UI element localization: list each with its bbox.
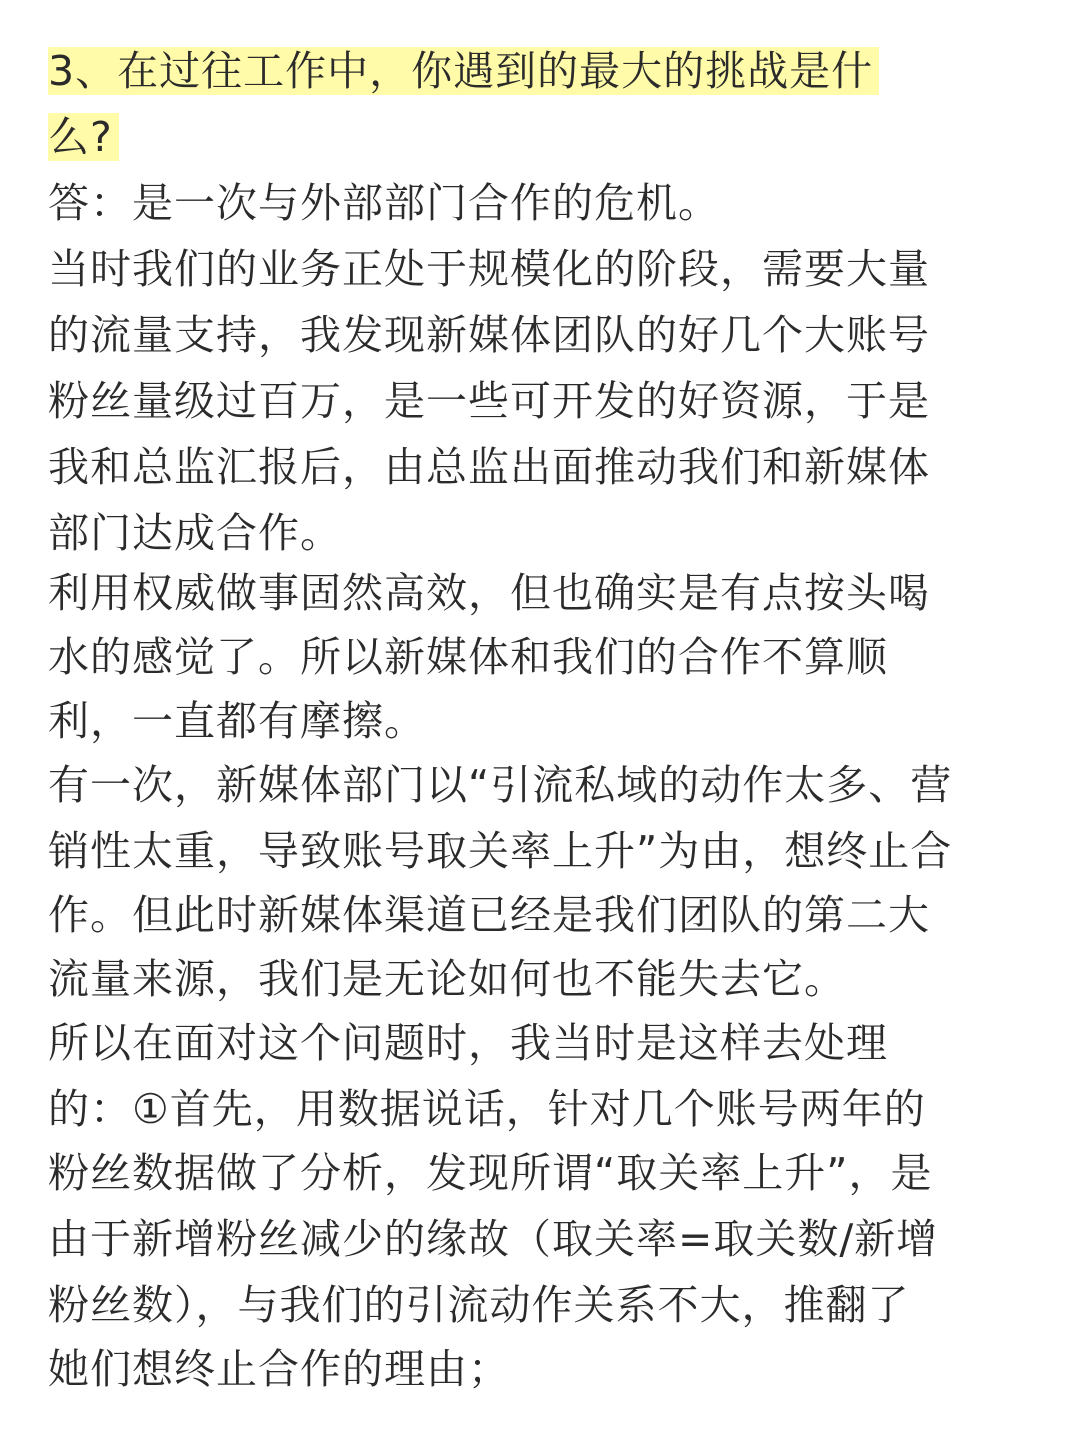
answer-line-14: 所以在面对这个问题时，我当时是这样去处理: [48, 1019, 888, 1067]
question-highlight-2: 么?: [48, 113, 119, 161]
answer-line-13: 流量来源，我们是无论如何也不能失去它。: [48, 955, 846, 1003]
answer-line-10: 有一次，新媒体部门以“引流私域的动作太多、营: [48, 761, 953, 809]
answer-line-7: 利用权威做事固然高效，但也确实是有点按头喝: [48, 569, 930, 617]
question-line-2: [48, 104, 119, 170]
answer-line-1: 答：是一次与外部部门合作的危机。: [48, 179, 720, 227]
answer-line-16: 粉丝数据做了分析，发现所谓“取关率上升”，是: [48, 1149, 933, 1197]
answer-line-6: 部门达成合作。: [48, 509, 342, 557]
answer-line-9: 利，一直都有摩擦。: [48, 697, 426, 745]
answer-line-18: 粉丝数），与我们的引流动作关系不大，推翻了: [48, 1281, 910, 1329]
answer-line-2: 当时我们的业务正处于规模化的阶段，需要大量: [48, 245, 930, 293]
answer-line-12: 作。但此时新媒体渠道已经是我们团队的第二大: [48, 891, 930, 939]
answer-line-3: 的流量支持，我发现新媒体团队的好几个大账号: [48, 311, 930, 359]
answer-line-11: 销性太重，导致账号取关率上升”为由，想终止合: [48, 827, 953, 875]
question-highlight-1: 3、在过往工作中，你遇到的最大的挑战是什: [48, 47, 879, 95]
answer-line-19: 她们想终止合作的理由；: [48, 1345, 510, 1393]
answer-line-4: 粉丝量级过百万，是一些可开发的好资源，于是: [48, 377, 930, 425]
answer-line-17: 由于新增粉丝减少的缘故（取关率=取关数/新增: [48, 1215, 939, 1263]
question-line-1: [48, 38, 879, 104]
answer-line-5: 我和总监汇报后，由总监出面推动我们和新媒体: [48, 443, 930, 491]
answer-line-8: 水的感觉了。所以新媒体和我们的合作不算顺: [48, 633, 888, 681]
answer-line-15: 的：①首先，用数据说话，针对几个账号两年的: [48, 1085, 926, 1133]
